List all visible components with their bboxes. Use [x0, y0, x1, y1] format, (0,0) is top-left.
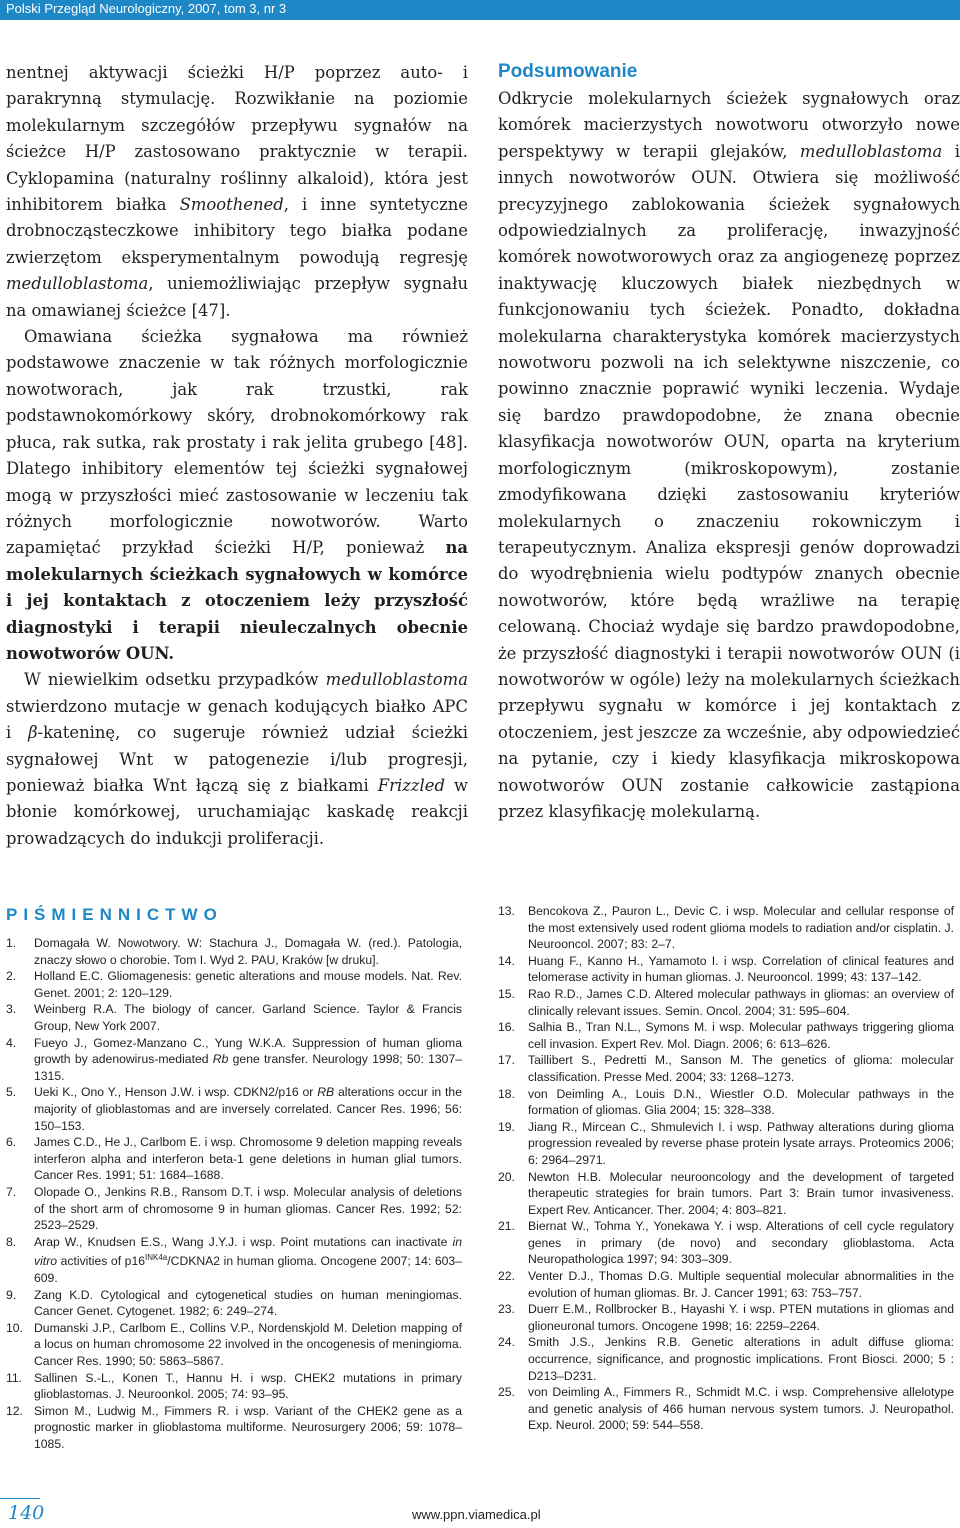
page-number: 140 — [8, 1502, 45, 1524]
reference-text-run: Venter D.J., Thomas D.G. Multiple sequential molecular abnormalities in the evolution of human gliomas. Br. J. Cancer 1991; 63: 753–757. — [528, 1269, 954, 1300]
text-run: stwierdzono mutacje w genach kodujących białko APC i — [6, 696, 468, 743]
reference-text — [528, 1385, 954, 1432]
footer-rule — [0, 1498, 40, 1499]
reference-text — [528, 1170, 954, 1217]
references-list-right — [498, 903, 954, 1434]
journal-header-bar — [0, 0, 960, 20]
reference-text-run: von Deimling A., Fimmers R., Schmidt M.C. i wsp. Comprehensive allelotype and genetic analysis of 466 human nervous system tumors. J. Neuropathol. Exp. Neurol. 2000; 59: 544–558. — [528, 1385, 954, 1433]
reference-text-run: Taillibert S., Pedretti M., Sanson M. The genetics of glioma: molecular classification. Presse Med. 2004; 33: 1268–1273. — [528, 1053, 954, 1084]
text-run: i innych nowotworów OUN. Otwiera się możliwość precyzyjnego zablokowania ścieżek sygnałowych odpowiedzialnych za proliferację, inwazyjność komórek nowotworowych oraz za angiogenezę poprzez inaktywację kluczowych białek niezbędnych w funkcjonowaniu tych ścieżek. Ponadto, dokładna molekularna charakterystyka komórek macierzystych nowotworu pozwoli na ich selektywne niszczenie, co powinno znacznie poprawić wyniki leczenia. Wydaje się bardzo prawdopodobne, że znana obecnie klasyfikacja nowotworów OUN, oparta na kryterium morfologicznym (mikroskopowym), zostanie zmodyfikowana dzięki zastosowaniu kryteriów molekularnych o znaczeniu rokowniczym i terapeutycznym. Analiza ekspresji genów doprowadzi do wyodrębnienia wielu podtypów znanych obecnie nowotworów, które będą wrażliwe na terapię celowaną. Chociaż wydaje się bardzo prawdopodobne, że przyszłość diagnostyki i terapii nowotworów OUN (i nowotworów w ogóle) leży na molekularnych ścieżkach przepływu sygnału w komórce i jej kontaktach z otoczeniem, jest jeszcze za wcześnie, aby odpowiedzieć na pytanie, czy i kiedy klasyfikacja mikroskopowa nowotworów OUN zostanie całkowicie zastąpiona przez klasyfikację molekularną. — [498, 141, 960, 821]
reference-text — [34, 1235, 462, 1285]
reference-text — [528, 1219, 954, 1266]
reference-text — [34, 1135, 462, 1182]
reference-item — [6, 1084, 462, 1134]
italic-term: Smoothened — [179, 195, 284, 215]
reference-number: 2. — [6, 969, 17, 984]
reference-text — [528, 1120, 954, 1167]
reference-text-run: Newton H.B. Molecular neurooncology and the development of targeted therapeutic strategies for brain tumors. Part 3: Brain tumor invasiveness. Expert Rev. Anticancer. Ther. 2004; 4: 803–821. — [528, 1169, 954, 1217]
text-run: Omawiana ścieżka sygnałowa ma również podstawowe znaczenie w tak różnych morfologicznie nowotworach, jak rak trzustki, rak podstawnokomórkowy skóry, drobnokomórkowy rak płuca, rak sutka, rak prostaty i rak jelita grubego [48]. Dlatego inhibitory elementów tej ścieżki sygnałowej mogą w przyszłości mieć zastosowanie w leczeniu tak różnych morfologicznie nowotworów. Warto zapamiętać przykład ścieżki H/P, ponieważ — [6, 327, 468, 558]
journal-header-text: Polski Przegląd Neurologiczny, 2007, tom 3, nr 3 — [6, 1, 287, 16]
reference-text — [34, 1002, 462, 1033]
italic-term: Frizzled — [377, 775, 445, 795]
reference-item — [498, 1301, 954, 1334]
text-run: w błonie komórkowej, uruchamiając kaskadę reakcji prowadzących do indukcji proliferacji. — [6, 775, 468, 848]
reference-item — [498, 1384, 954, 1434]
left-paragraph-1 — [6, 60, 468, 324]
reference-number: 17. — [498, 1053, 515, 1068]
references-heading: PIŚMIENNICTWO — [6, 905, 223, 924]
reference-number: 21. — [498, 1219, 515, 1234]
reference-number: 3. — [6, 1002, 17, 1017]
text-run: W niewielkim odsetku przypadków — [24, 670, 326, 690]
reference-text-run: alterations occur in the majority of glioblastomas and are inversely correlated. Cancer Res. 1996; 56: 150–153. — [34, 1085, 462, 1133]
reference-number: 7. — [6, 1184, 17, 1199]
reference-text — [34, 1085, 462, 1132]
reference-item — [498, 1268, 954, 1301]
left-paragraph-3 — [6, 667, 468, 852]
italic-term: medulloblastoma — [325, 670, 468, 690]
reference-text-run: Zang K.D. Cytological and cytogenetical studies on human meningiomas. Cancer Genet. Cytogenet. 1982; 6: 249–274. — [34, 1287, 462, 1319]
reference-text — [528, 1269, 954, 1300]
reference-text — [34, 1288, 462, 1319]
reference-text-run: Huang F., Kanno H., Yamamoto I. i wsp. Correlation of clinical features and telomerase activity in human gliomas. J. Neurooncol. 1999; 43: 137–142. — [528, 953, 954, 985]
reference-text-run: Salhia B., Tran N.L., Symons M. i wsp. Molecular pathways triggering glioma cell invasion. Expert Rev. Mol. Diagn. 2006; 6: 613–626. — [528, 1020, 954, 1051]
reference-text — [528, 987, 954, 1018]
reference-text — [528, 1302, 954, 1333]
reference-number: 10. — [6, 1320, 23, 1335]
text-run: Odkrycie molekularnych ścieżek sygnałowych oraz komórek macierzystych nowotworu otworzyło nowe perspektywy w terapii glejaków, — [498, 89, 960, 161]
reference-text-run: Smith J.S., Jenkins R.B. Genetic alterations in adult diffuse glioma: occurrence, significance, and prognostic implications. Front Biosci. 2000; 5 : D213–D231. — [528, 1335, 954, 1383]
footer-url[interactable]: www.ppn.viamedica.pl — [412, 1507, 541, 1522]
reference-text — [528, 1053, 954, 1084]
reference-number: 24. — [498, 1335, 515, 1350]
reference-item — [498, 1052, 954, 1085]
reference-number: 1. — [6, 936, 17, 950]
reference-text — [528, 1020, 954, 1051]
italic-term: medulloblastoma — [799, 141, 943, 161]
reference-italic: in vitro — [34, 1234, 462, 1269]
reference-number: 22. — [498, 1269, 515, 1284]
reference-number: 5. — [6, 1085, 17, 1100]
italic-term: β — [28, 723, 38, 743]
reference-text-run: Duerr E.M., Rollbrocker B., Hayashi Y. i wsp. PTEN mutations in gliomas and glioneuronal tumors. Oncogene 1998; 16: 2259–2264. — [528, 1302, 954, 1333]
reference-number: 19. — [498, 1119, 515, 1134]
reference-item — [6, 1035, 462, 1085]
bold-statement: na molekularnych ścieżkach sygnałowych w komórce i jej kontaktach z otoczeniem leży przyszłość diagnostyki i terapii nieuleczalnych obecnie nowotworów OUN. — [6, 538, 468, 663]
reference-text-run: Jiang R., Mircean C., Shmulevich I. i wsp. Pathway alterations during glioma progression revealed by reverse phase protein lysate arrays. Proteomics 2006; 6: 2964–2971. — [528, 1119, 954, 1167]
text-run: nentnej aktywacji ścieżki H/P poprzez auto- i parakrynną stymulację. Rozwikłanie na poziomie molekularnym szczegółów przepływu sygnałów na ścieżce H/P zastosowano praktycznie w terapii. Cyklopamina (naturalny roślinny alkaloid), która jest inhibitorem białka — [6, 63, 468, 215]
reference-text-run: Fueyo J., Gomez-Manzano C., Yung W.K.A. Suppression of human glioma growth by adenowirus-mediated — [34, 1035, 462, 1067]
reference-number: 8. — [6, 1234, 17, 1249]
reference-item — [498, 1019, 954, 1052]
text-run: -kateninę, co sugeruje również udział ścieżki sygnałowej Wnt w patogenezie i/lub progresji, ponieważ białka Wnt łączą się z białkami — [6, 723, 469, 795]
reference-number: 6. — [6, 1135, 17, 1150]
reference-text-run: Ueki K., Ono Y., Henson J.W. i wsp. CDKN2/p16 or — [34, 1085, 318, 1100]
reference-item — [6, 935, 462, 968]
reference-item — [498, 1334, 954, 1384]
reference-item — [498, 1169, 954, 1219]
reference-item — [6, 1320, 462, 1370]
reference-text-run: Domagała W. Nowotwory. W: Stachura J., Domagała W. (red.). Patologia, znaczy słowo o chorobie. Tom I. Wyd 2. PAU, Kraków [w druku]. — [34, 936, 462, 967]
reference-item — [6, 1184, 462, 1234]
reference-italic: Rb — [212, 1052, 229, 1067]
reference-text-run: Biernat W., Tohma Y., Yonekawa Y. i wsp. Alterations of cell cycle regulatory genes in primary (de novo) and secondary glioblastoma. Acta Neuropathologica 1997; 94: 303–309. — [528, 1219, 954, 1267]
text-run: , uniemożliwiając przepływ sygnału na omawianej ścieżce [47]. — [6, 274, 468, 320]
reference-item — [498, 1086, 954, 1119]
reference-item — [6, 1403, 462, 1453]
reference-text-run: James C.D., He J., Carlbom E. i wsp. Chromosome 9 deletion mapping reveals interferon alpha and interferon beta-1 gene deletions in human glial tumors. Cancer Res. 1991; 51: 1684–1688. — [34, 1135, 462, 1183]
reference-text-run: Weinberg R.A. The biology of cancer. Garland Science. Taylor & Francis Group, New York 2007. — [34, 1002, 462, 1033]
reference-text — [528, 904, 954, 951]
reference-item — [498, 903, 954, 953]
reference-text-run: Holland E.C. Gliomagenesis: genetic alterations and mouse models. Nat. Rev. Genet. 2001; 2: 120–129. — [34, 969, 462, 1000]
reference-number: 9. — [6, 1287, 17, 1302]
reference-text-run: Rao R.D., James C.D. Altered molecular pathways in gliomas: an overview of clinically relevant issues. Semin. Oncol. 2004; 31: 595–604. — [528, 986, 954, 1018]
reference-number: 20. — [498, 1169, 515, 1184]
reference-text-run: INK4a — [145, 1253, 168, 1263]
reference-item — [6, 1287, 462, 1320]
reference-number: 11. — [6, 1370, 23, 1385]
reference-number: 25. — [498, 1385, 515, 1400]
reference-text — [528, 954, 954, 985]
reference-text — [34, 1404, 462, 1451]
reference-number: 15. — [498, 986, 515, 1001]
reference-item — [6, 1001, 462, 1034]
italic-term: medulloblastoma — [6, 274, 149, 294]
reference-number: 23. — [498, 1302, 515, 1317]
reference-item — [498, 1119, 954, 1169]
reference-italic: RB — [317, 1085, 335, 1100]
reference-item — [6, 1134, 462, 1184]
reference-text-run: Olopade O., Jenkins R.B., Ransom D.T. i wsp. Molecular analysis of deletions of the short arm of chromosome 9 in human gliomas. Cancer Res. 1992; 52: 2523–2529. — [34, 1184, 462, 1233]
reference-text — [528, 1335, 954, 1382]
reference-text — [34, 1371, 462, 1402]
reference-item — [498, 986, 954, 1019]
text-run: , i inne syntetyczne drobnocząsteczkowe inhibitory tego białka podane zwierzętom eksperymentalnym powodują regresję — [6, 195, 468, 267]
references-list-left — [6, 935, 462, 1452]
reference-item — [498, 953, 954, 986]
reference-text-run: Arap W., Knudsen E.S., Wang J.Y.J. i wsp. Point mutations can inactivate — [34, 1234, 453, 1249]
reference-text — [528, 1087, 954, 1118]
reference-text — [34, 1321, 462, 1368]
reference-text-run: von Deimling A., Louis D.N., Wiestler O.D. Molecular pathways in the formation of gliomas. Glia 2004; 15: 328–338. — [528, 1086, 954, 1118]
reference-item — [6, 1370, 462, 1403]
reference-text — [34, 936, 462, 967]
reference-text-run: Sallinen S.-L., Konen T., Hannu H. i wsp. CHEK2 mutations in primary glioblastomas. J. Neuroonkol. 2005; 74: 93–95. — [34, 1370, 462, 1402]
reference-number: 14. — [498, 953, 515, 968]
reference-item — [6, 1234, 462, 1287]
reference-number: 16. — [498, 1020, 515, 1035]
reference-number: 12. — [6, 1403, 23, 1418]
reference-number: 18. — [498, 1086, 515, 1101]
reference-number: 4. — [6, 1035, 17, 1050]
reference-number: 13. — [498, 904, 515, 918]
reference-text-run: Bencokova Z., Pauron L., Devic C. i wsp. Molecular and cellular response of the most extensively used rodent glioma models to radiation and/or cisplatin. J. Neurooncol. 2007; 83: 2–7. — [528, 904, 954, 952]
reference-text-run: Simon M., Ludwig M., Fimmers R. i wsp. Variant of the CHEK2 gene as a prognostic marker in glioblastoma multiforme. Neurosurgery 2006; 59: 1078–1085. — [34, 1403, 462, 1451]
reference-text — [34, 1036, 462, 1083]
reference-text-run: /CDKNA2 in human glioma. Oncogene 2007; 14: 603–609. — [34, 1254, 462, 1285]
right-text-column — [498, 60, 960, 825]
reference-item — [498, 1218, 954, 1268]
left-text-column — [6, 60, 468, 852]
left-paragraph-2 — [6, 324, 468, 667]
right-paragraph-1 — [498, 86, 960, 825]
section-heading: Podsumowanie — [498, 61, 638, 82]
reference-text-run: activities of p16 — [57, 1254, 146, 1269]
reference-item — [6, 968, 462, 1001]
reference-text-run: Dumanski J.P., Carlbom E., Collins V.P., Nordenskjold M. Deletion mapping of a locus on human chromosome 22 involved in the oncogenesis of meningioma. Cancer Res. 1990; 50: 5863–5867. — [34, 1320, 462, 1368]
reference-text — [34, 1185, 462, 1232]
reference-text-run: gene transfer. Neurology 1998; 50: 1307–1315. — [34, 1052, 462, 1083]
reference-text — [34, 969, 462, 1000]
